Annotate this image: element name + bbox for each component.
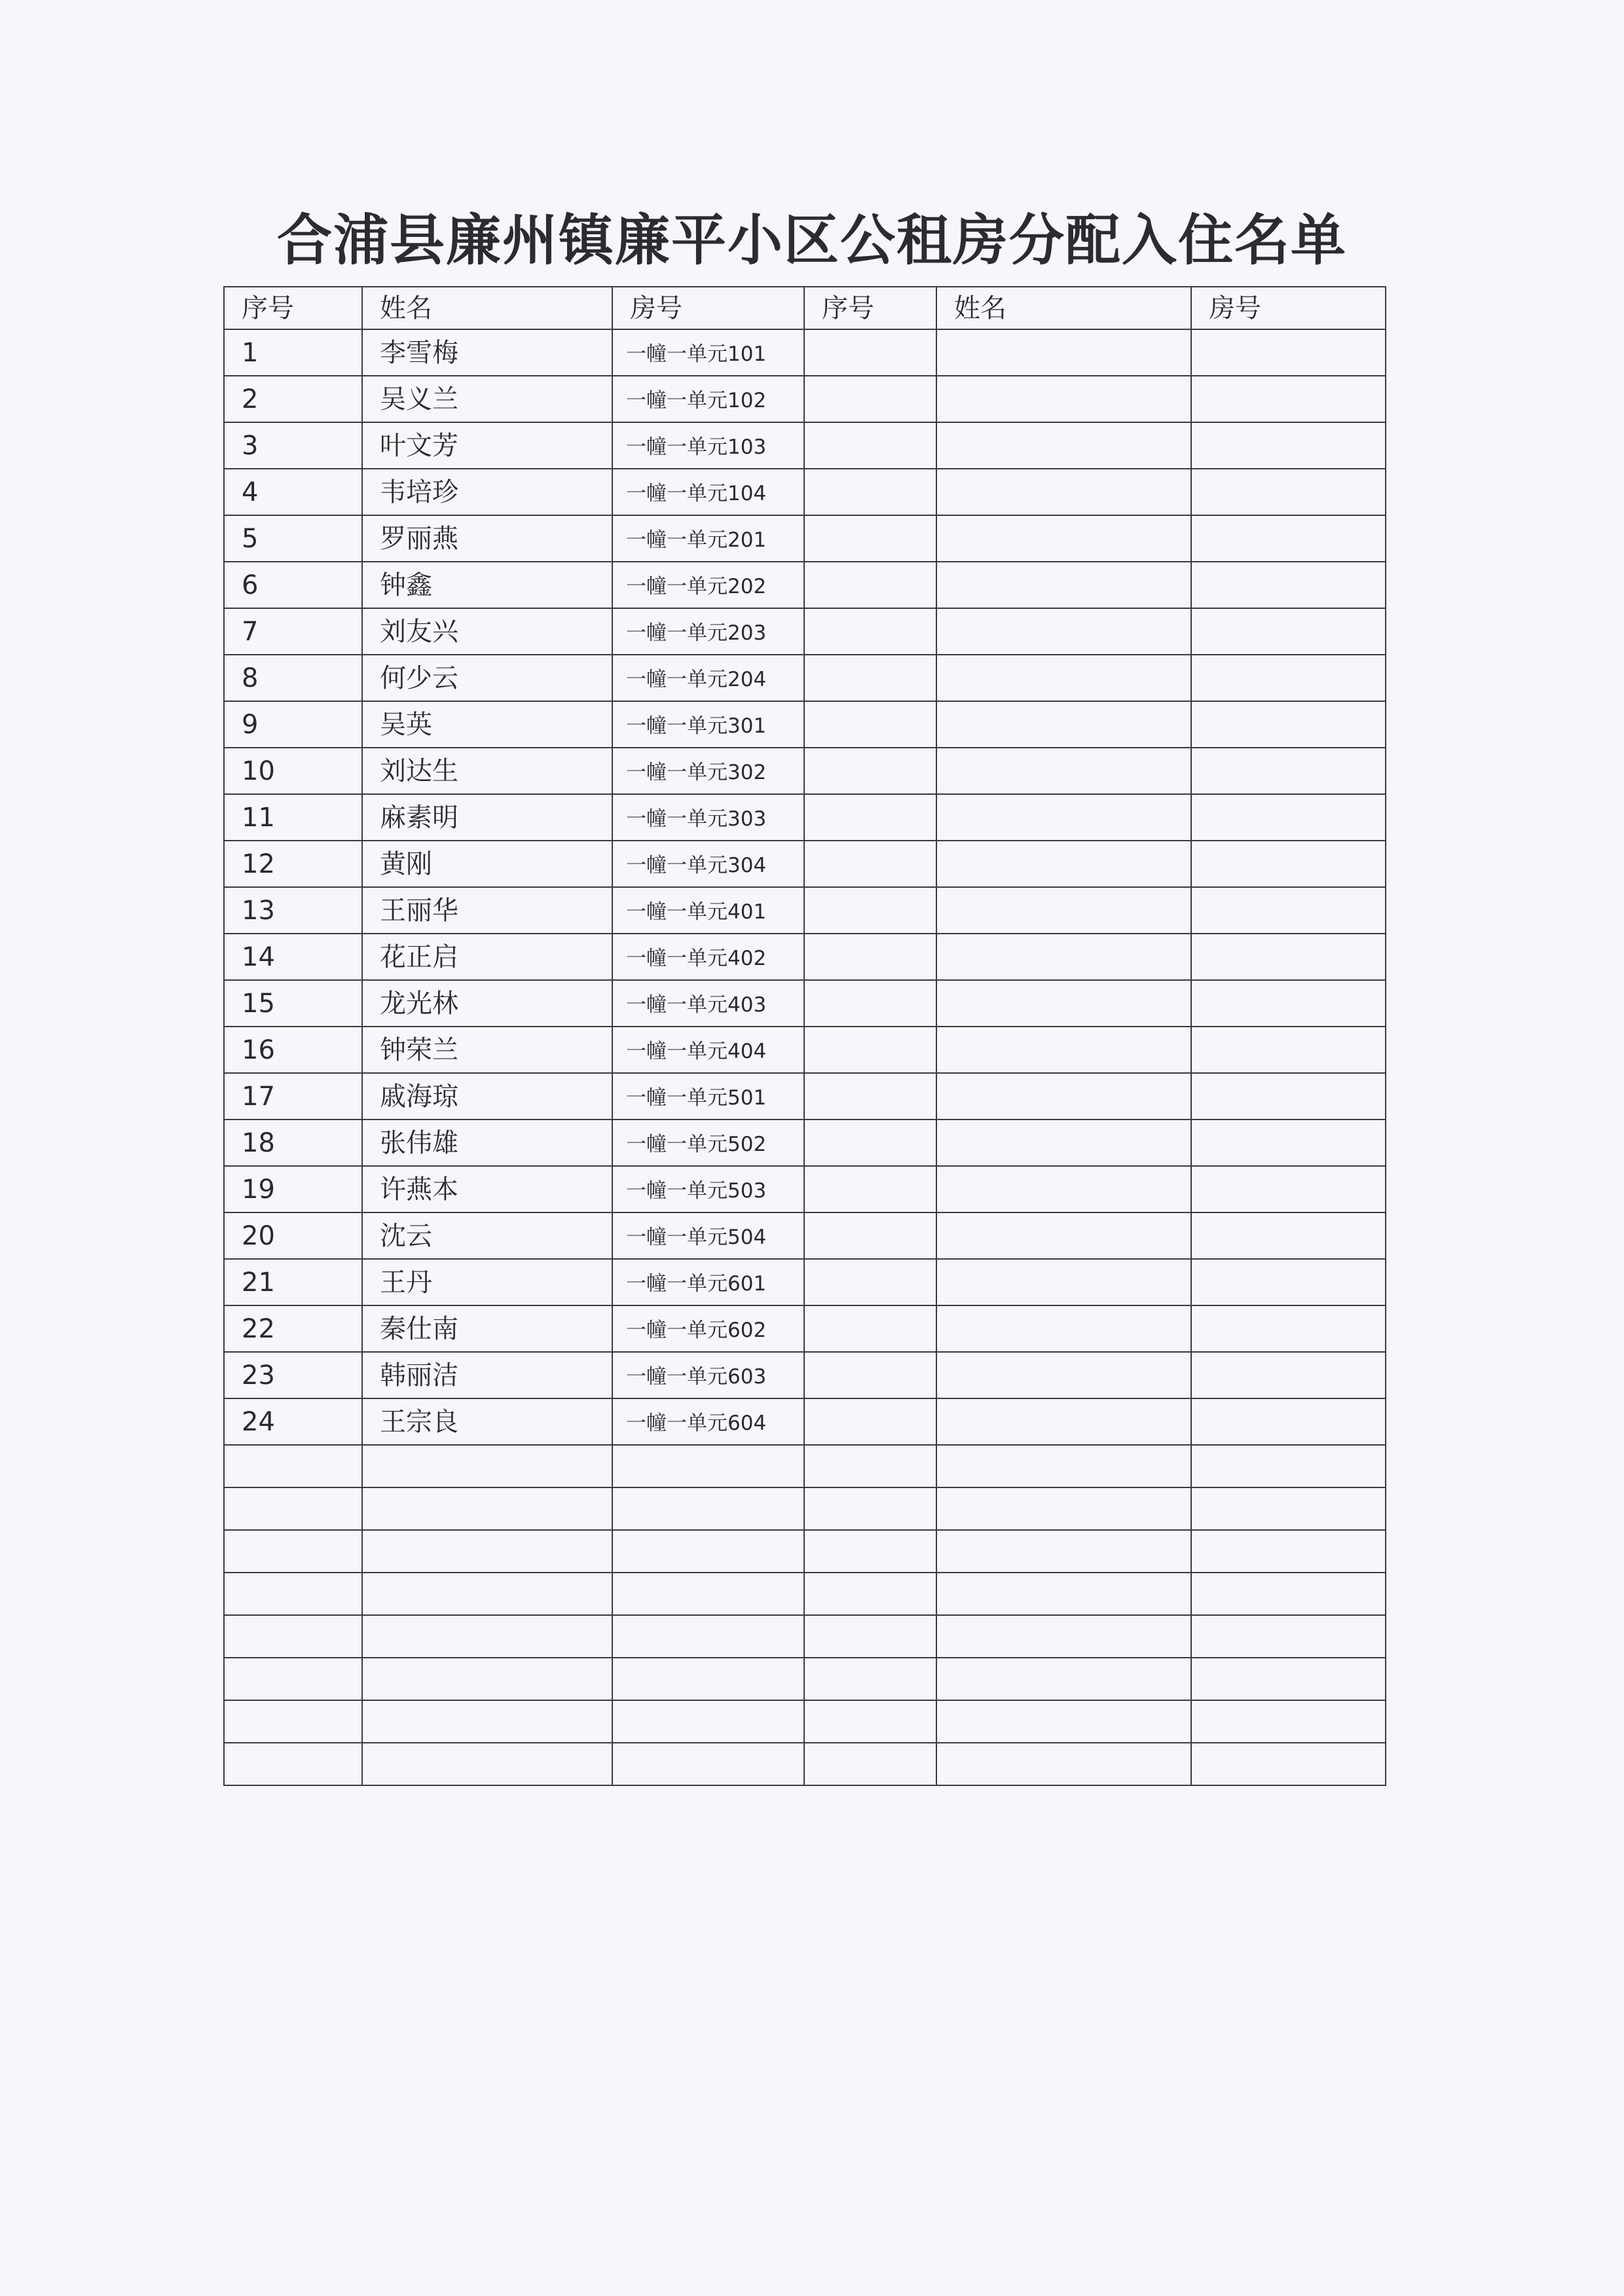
empty-cell — [362, 1573, 612, 1615]
serial-cell: 19 — [224, 1166, 362, 1212]
empty-cell — [1191, 655, 1386, 701]
empty-cell — [804, 1212, 936, 1259]
serial-cell: 21 — [224, 1259, 362, 1305]
room-cell: 一幢一单元302 — [612, 748, 804, 794]
page-title: 合浦县廉州镇廉平小区公租房分配入住名单 — [276, 208, 1347, 272]
table-row — [224, 562, 1386, 608]
table-row — [224, 608, 1386, 655]
header-serial-right: 序号 — [804, 287, 936, 329]
empty-cell — [804, 1700, 936, 1743]
name-cell: 叶文芳 — [362, 422, 612, 469]
room-cell: 一幢一单元203 — [612, 608, 804, 655]
empty-cell — [936, 1166, 1191, 1212]
table-row — [224, 1073, 1386, 1120]
room-cell: 一幢一单元402 — [612, 934, 804, 980]
empty-cell — [1191, 1487, 1386, 1530]
name-cell: 刘友兴 — [362, 608, 612, 655]
table-row — [224, 1120, 1386, 1166]
empty-cell — [936, 1259, 1191, 1305]
room-cell: 一幢一单元104 — [612, 469, 804, 515]
empty-cell — [936, 1743, 1191, 1785]
empty-cell — [612, 1573, 804, 1615]
name-cell: 钟荣兰 — [362, 1027, 612, 1073]
serial-cell: 5 — [224, 515, 362, 562]
table-row — [224, 1027, 1386, 1073]
empty-cell — [362, 1445, 612, 1487]
name-cell: 刘达生 — [362, 748, 612, 794]
empty-cell — [1191, 1352, 1386, 1398]
empty-cell — [804, 329, 936, 376]
room-cell: 一幢一单元502 — [612, 1120, 804, 1166]
empty-cell — [1191, 562, 1386, 608]
empty-row — [224, 1615, 1386, 1658]
empty-cell — [612, 1743, 804, 1785]
empty-cell — [1191, 1398, 1386, 1445]
name-cell: 韦培珍 — [362, 469, 612, 515]
serial-cell: 23 — [224, 1352, 362, 1398]
table-row — [224, 655, 1386, 701]
empty-cell — [1191, 701, 1386, 748]
room-cell: 一幢一单元204 — [612, 655, 804, 701]
serial-cell: 3 — [224, 422, 362, 469]
room-cell: 一幢一单元504 — [612, 1212, 804, 1259]
empty-cell — [804, 1398, 936, 1445]
empty-cell — [224, 1573, 362, 1615]
empty-cell — [804, 562, 936, 608]
empty-cell — [936, 701, 1191, 748]
header-room-right: 房号 — [1191, 287, 1386, 329]
empty-cell — [936, 748, 1191, 794]
empty-row — [224, 1658, 1386, 1700]
empty-cell — [1191, 1166, 1386, 1212]
table-row — [224, 1352, 1386, 1398]
room-cell: 一幢一单元401 — [612, 887, 804, 934]
serial-cell: 13 — [224, 887, 362, 934]
empty-cell — [804, 422, 936, 469]
allocation-table — [223, 286, 1386, 1786]
empty-cell — [224, 1615, 362, 1658]
empty-cell — [612, 1530, 804, 1573]
table-row — [224, 1398, 1386, 1445]
empty-cell — [612, 1615, 804, 1658]
name-cell: 戚海琼 — [362, 1073, 612, 1120]
name-cell: 吴英 — [362, 701, 612, 748]
room-cell: 一幢一单元404 — [612, 1027, 804, 1073]
serial-cell: 14 — [224, 934, 362, 980]
empty-row — [224, 1743, 1386, 1785]
header-room-left: 房号 — [612, 287, 804, 329]
name-cell: 何少云 — [362, 655, 612, 701]
room-cell: 一幢一单元303 — [612, 794, 804, 841]
serial-cell: 15 — [224, 980, 362, 1027]
room-cell: 一幢一单元201 — [612, 515, 804, 562]
empty-cell — [804, 469, 936, 515]
room-cell: 一幢一单元102 — [612, 376, 804, 422]
empty-cell — [936, 1700, 1191, 1743]
empty-cell — [224, 1743, 362, 1785]
serial-cell: 16 — [224, 1027, 362, 1073]
empty-cell — [936, 608, 1191, 655]
serial-cell: 1 — [224, 329, 362, 376]
empty-cell — [1191, 329, 1386, 376]
empty-cell — [936, 794, 1191, 841]
empty-cell — [804, 1615, 936, 1658]
empty-cell — [224, 1487, 362, 1530]
empty-cell — [1191, 469, 1386, 515]
room-cell: 一幢一单元304 — [612, 841, 804, 887]
empty-cell — [936, 562, 1191, 608]
table-row — [224, 422, 1386, 469]
name-cell: 王宗良 — [362, 1398, 612, 1445]
empty-cell — [804, 1120, 936, 1166]
name-cell: 罗丽燕 — [362, 515, 612, 562]
empty-cell — [1191, 1658, 1386, 1700]
empty-cell — [804, 701, 936, 748]
table-row — [224, 887, 1386, 934]
room-cell: 一幢一单元604 — [612, 1398, 804, 1445]
header-name-left: 姓名 — [362, 287, 612, 329]
empty-cell — [1191, 1573, 1386, 1615]
room-cell: 一幢一单元403 — [612, 980, 804, 1027]
table-row — [224, 1212, 1386, 1259]
serial-cell: 18 — [224, 1120, 362, 1166]
empty-cell — [1191, 422, 1386, 469]
empty-cell — [804, 1573, 936, 1615]
serial-cell: 11 — [224, 794, 362, 841]
empty-cell — [936, 1212, 1191, 1259]
empty-row — [224, 1573, 1386, 1615]
empty-cell — [362, 1530, 612, 1573]
empty-cell — [362, 1700, 612, 1743]
name-cell: 吴义兰 — [362, 376, 612, 422]
serial-cell: 12 — [224, 841, 362, 887]
serial-cell: 6 — [224, 562, 362, 608]
name-cell: 黄刚 — [362, 841, 612, 887]
empty-cell — [1191, 748, 1386, 794]
empty-cell — [1191, 376, 1386, 422]
empty-cell — [936, 1615, 1191, 1658]
empty-cell — [362, 1743, 612, 1785]
empty-cell — [804, 1027, 936, 1073]
room-cell: 一幢一单元601 — [612, 1259, 804, 1305]
name-cell: 花正启 — [362, 934, 612, 980]
empty-cell — [1191, 1073, 1386, 1120]
table-row — [224, 841, 1386, 887]
table-row — [224, 515, 1386, 562]
empty-cell — [804, 1073, 936, 1120]
serial-cell: 9 — [224, 701, 362, 748]
empty-cell — [1191, 1615, 1386, 1658]
empty-cell — [804, 1743, 936, 1785]
empty-cell — [936, 1305, 1191, 1352]
empty-cell — [612, 1700, 804, 1743]
empty-cell — [804, 841, 936, 887]
empty-row — [224, 1530, 1386, 1573]
empty-cell — [1191, 1530, 1386, 1573]
empty-cell — [1191, 1027, 1386, 1073]
serial-cell: 22 — [224, 1305, 362, 1352]
name-cell: 麻素明 — [362, 794, 612, 841]
serial-cell: 4 — [224, 469, 362, 515]
name-cell: 王丽华 — [362, 887, 612, 934]
empty-cell — [804, 1259, 936, 1305]
empty-cell — [936, 1120, 1191, 1166]
empty-cell — [936, 1027, 1191, 1073]
serial-cell: 10 — [224, 748, 362, 794]
room-cell: 一幢一单元503 — [612, 1166, 804, 1212]
name-cell: 韩丽洁 — [362, 1352, 612, 1398]
empty-cell — [804, 515, 936, 562]
empty-cell — [804, 1445, 936, 1487]
empty-cell — [936, 655, 1191, 701]
room-cell: 一幢一单元301 — [612, 701, 804, 748]
room-cell: 一幢一单元101 — [612, 329, 804, 376]
serial-cell: 7 — [224, 608, 362, 655]
empty-cell — [224, 1530, 362, 1573]
name-cell: 李雪梅 — [362, 329, 612, 376]
empty-cell — [612, 1445, 804, 1487]
table-row — [224, 376, 1386, 422]
empty-cell — [804, 1487, 936, 1530]
table-row — [224, 1259, 1386, 1305]
table-row — [224, 329, 1386, 376]
empty-cell — [224, 1445, 362, 1487]
empty-cell — [936, 1073, 1191, 1120]
table-row — [224, 1305, 1386, 1352]
empty-cell — [804, 887, 936, 934]
room-cell: 一幢一单元602 — [612, 1305, 804, 1352]
name-cell: 许燕本 — [362, 1166, 612, 1212]
serial-cell: 8 — [224, 655, 362, 701]
empty-cell — [1191, 887, 1386, 934]
table-row — [224, 1166, 1386, 1212]
empty-cell — [804, 934, 936, 980]
room-cell: 一幢一单元202 — [612, 562, 804, 608]
empty-cell — [362, 1487, 612, 1530]
empty-cell — [1191, 794, 1386, 841]
header-name-right: 姓名 — [936, 287, 1191, 329]
empty-cell — [1191, 608, 1386, 655]
serial-cell: 20 — [224, 1212, 362, 1259]
empty-cell — [224, 1700, 362, 1743]
empty-cell — [804, 1530, 936, 1573]
table-row — [224, 469, 1386, 515]
empty-cell — [804, 1166, 936, 1212]
empty-cell — [362, 1658, 612, 1700]
empty-cell — [612, 1658, 804, 1700]
empty-cell — [1191, 1305, 1386, 1352]
empty-cell — [936, 1658, 1191, 1700]
empty-cell — [224, 1658, 362, 1700]
empty-cell — [1191, 515, 1386, 562]
empty-cell — [936, 515, 1191, 562]
empty-cell — [362, 1615, 612, 1658]
empty-cell — [1191, 1700, 1386, 1743]
empty-cell — [1191, 841, 1386, 887]
room-cell: 一幢一单元603 — [612, 1352, 804, 1398]
name-cell: 钟鑫 — [362, 562, 612, 608]
table-body — [224, 329, 1386, 1785]
empty-row — [224, 1487, 1386, 1530]
empty-cell — [1191, 980, 1386, 1027]
empty-cell — [804, 794, 936, 841]
table-row — [224, 934, 1386, 980]
empty-cell — [936, 1398, 1191, 1445]
empty-cell — [804, 980, 936, 1027]
empty-cell — [936, 376, 1191, 422]
empty-cell — [1191, 1259, 1386, 1305]
empty-cell — [936, 887, 1191, 934]
empty-cell — [936, 1445, 1191, 1487]
empty-cell — [804, 376, 936, 422]
name-cell: 秦仕南 — [362, 1305, 612, 1352]
empty-row — [224, 1700, 1386, 1743]
table-row — [224, 748, 1386, 794]
empty-cell — [936, 1573, 1191, 1615]
room-cell: 一幢一单元501 — [612, 1073, 804, 1120]
table-row — [224, 701, 1386, 748]
empty-cell — [936, 422, 1191, 469]
empty-cell — [936, 1487, 1191, 1530]
empty-cell — [804, 1658, 936, 1700]
name-cell: 龙光林 — [362, 980, 612, 1027]
empty-cell — [936, 1352, 1191, 1398]
empty-cell — [936, 1530, 1191, 1573]
empty-cell — [804, 748, 936, 794]
empty-cell — [936, 841, 1191, 887]
empty-cell — [1191, 1120, 1386, 1166]
empty-cell — [1191, 1445, 1386, 1487]
name-cell: 沈云 — [362, 1212, 612, 1259]
empty-cell — [1191, 934, 1386, 980]
empty-cell — [804, 655, 936, 701]
room-cell: 一幢一单元103 — [612, 422, 804, 469]
empty-cell — [804, 1352, 936, 1398]
empty-cell — [1191, 1743, 1386, 1785]
name-cell: 王丹 — [362, 1259, 612, 1305]
empty-cell — [1191, 1212, 1386, 1259]
table-row — [224, 980, 1386, 1027]
empty-cell — [804, 608, 936, 655]
serial-cell: 24 — [224, 1398, 362, 1445]
table-row — [224, 794, 1386, 841]
header-serial-left: 序号 — [224, 287, 362, 329]
name-cell: 张伟雄 — [362, 1120, 612, 1166]
empty-cell — [936, 934, 1191, 980]
table-header-row — [224, 287, 1386, 329]
serial-cell: 2 — [224, 376, 362, 422]
empty-cell — [612, 1487, 804, 1530]
empty-cell — [936, 980, 1191, 1027]
empty-cell — [804, 1305, 936, 1352]
empty-cell — [936, 329, 1191, 376]
empty-row — [224, 1445, 1386, 1487]
serial-cell: 17 — [224, 1073, 362, 1120]
empty-cell — [936, 469, 1191, 515]
